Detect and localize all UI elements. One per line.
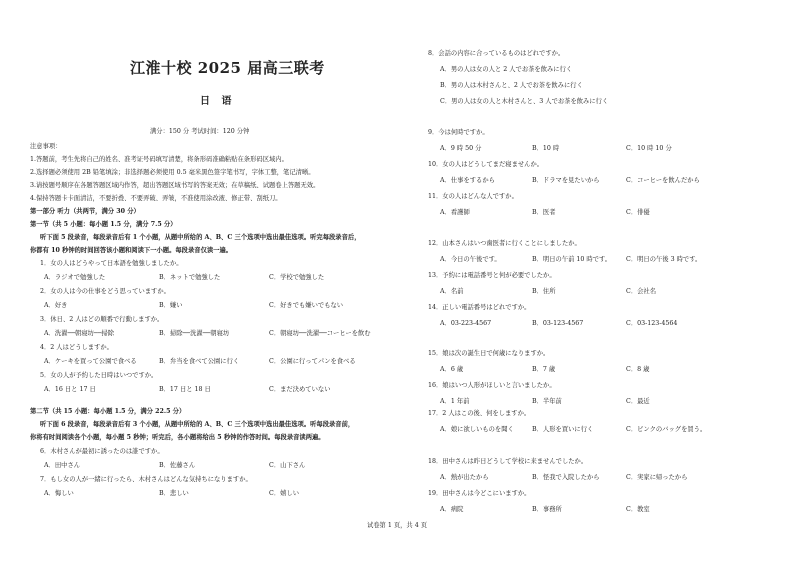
option-b: B．03-123-4567	[532, 320, 584, 327]
question-17: 17．2 人はこの後、何をしますか。	[428, 410, 531, 417]
option-c: C．8 歳	[626, 366, 650, 373]
option-a: A．6 歳	[440, 366, 464, 373]
option-a: A．娘に欲しいものを聞く	[440, 426, 514, 433]
option-b: B．半年前	[532, 398, 562, 405]
option-b: B．医者	[532, 209, 556, 216]
note-item: 4.保持答题卡卡面清洁，不要折叠、不要弄破、弄皱，不准使用涂改液、修正带、刮纸刀。	[30, 195, 282, 202]
option-b: B．嫌い	[159, 302, 183, 309]
section1-heading: 第一节（共 5 小题：每小题 1.5 分，满分 7.5 分）	[30, 221, 177, 228]
notes-heading: 注意事项：	[30, 143, 62, 150]
option-a: A．ラジオで勉強した	[44, 274, 106, 281]
option-c: C．03-123-4564	[626, 320, 678, 327]
note-item: 3.请按题号顺序在各题答题区域内作答，超出答题区域书写的答案无效；在草稿纸、试题卷上答题无效。	[30, 182, 320, 189]
option-b: B．住所	[532, 288, 556, 295]
question-13: 13．予約には電話番号と何が必要でしたか。	[428, 272, 556, 279]
option-a: A．16 日と 17 日	[44, 386, 96, 393]
question-19: 19．田中さんは今どこにいますか。	[428, 490, 531, 497]
option-b: B．明日の午前 10 時です。	[532, 256, 612, 263]
option-b: B．掃除──洗濯──朝寝坊	[159, 330, 230, 337]
option-b: B．ドラマを見たいから	[532, 177, 600, 184]
option-c: C．コーヒーを飲んだから	[626, 177, 700, 184]
question-4: 4．2 人はどうしますか。	[40, 344, 113, 351]
option-c: C．朝寝坊──洗濯──コーヒーを飲む	[269, 330, 371, 337]
section2-heading: 第二节（共 15 小题：每小题 1.5 分，满分 22.5 分）	[30, 408, 186, 415]
option-a: A．悔しい	[44, 490, 74, 497]
question-15: 15．娘は次の誕生日で何歳になりますか。	[428, 350, 550, 357]
question-3: 3．休日、2 人はどの順番で行動しますか。	[40, 316, 164, 323]
section2-instruction: 你将有时间阅读各个小题，每小题 5 秒钟；听完后，各小题将给出 5 秒钟的作答时间。每段录音读两遍。	[30, 434, 325, 441]
question-7: 7．もし女の人が一緒に行ったら、木村さんはどんな気持ちになりますか。	[40, 476, 252, 483]
option-c: C．男の人は女の人と木村さんと、3 人でお茶を飲みに行く	[440, 98, 609, 105]
option-c: C．嬉しい	[269, 490, 300, 497]
option-c: C．学校で勉強した	[269, 274, 325, 281]
exam-title: 江淮十校 2025 届高三联考	[130, 59, 325, 77]
option-b: B．10 時	[532, 145, 560, 152]
option-a: A．ケーキを買って公園で食べる	[44, 358, 137, 365]
option-b: B．人形を買いに行く	[532, 426, 594, 433]
option-a: A．熱が出たから	[440, 474, 489, 481]
option-a: A．今日の午後です。	[440, 256, 501, 263]
option-c: C．好きでも嫌いでもない	[269, 302, 344, 309]
option-c: C．公園に行ってパンを食べる	[269, 358, 356, 365]
question-16: 16．娘はいつ人形がほしいと言いましたか。	[428, 382, 556, 389]
option-a: A．病院	[440, 506, 464, 513]
option-a: A．好き	[44, 302, 68, 309]
question-6: 6．木村さんが最初に誘ったのは誰ですか。	[40, 448, 164, 455]
option-b: B．怪我で入院したから	[532, 474, 600, 481]
option-c: C．10 時 10 分	[626, 145, 672, 152]
note-item: 1.答题前，考生先将自己的姓名、准考证号码填写清楚，将条形码准确粘贴在条形码区域内。	[30, 156, 288, 163]
question-11: 11．女の人はどんな人ですか。	[428, 193, 518, 200]
option-b: B．悲しい	[159, 490, 189, 497]
score-time: 满分：150 分 考试时间：120 分钟	[150, 128, 250, 135]
option-a: A．名前	[440, 288, 464, 295]
option-a: A．1 年前	[440, 398, 470, 405]
option-a: A．田中さん	[44, 462, 81, 469]
question-14: 14．正しい電話番号はどれですか。	[428, 304, 531, 311]
option-a: A．男の人は女の人と 2 人でお茶を飲みに行く	[440, 66, 573, 73]
section1-instruction: 你都有 10 秒钟的时间回答该小题和阅读下一小题。每段录音仅读一遍。	[30, 247, 233, 254]
question-8: 8．会話の内容に合っているものはどれですか。	[428, 50, 565, 57]
option-c: C．まだ決めていない	[269, 386, 331, 393]
question-10: 10．女の人はどうしてまだ寝ませんか。	[428, 161, 544, 168]
option-c: C．最近	[626, 398, 650, 405]
note-item: 2.选择题必须使用 2B 铅笔填涂；非选择题必须使用 0.5 毫米黑色签字笔书写，字体工整，笔记清晰。	[30, 169, 315, 176]
section2-instruction: 听下面 6 段录音，每段录音后有 3 个小题，从题中所给的 A、B、C 三个选项中选出最佳选项。听每段录音前，	[40, 421, 355, 428]
option-b: B．弁当を食べて公園に行く	[159, 358, 240, 365]
option-a: A．9 時 50 分	[440, 145, 482, 152]
question-12: 12．山本さんはいつ歯医者に行くことにしましたか。	[428, 240, 581, 247]
option-a: A．03-223-4567	[440, 320, 492, 327]
question-2: 2．女の人は今の仕事をどう思っていますか。	[40, 288, 170, 295]
page-footer: 试卷第 1 页，共 4 页	[366, 522, 428, 529]
option-b: B．男の人は木村さんと、2 人でお茶を飲みに行く	[440, 82, 583, 89]
option-b: B．事務所	[532, 506, 562, 513]
option-c: C．教室	[626, 506, 650, 513]
question-5: 5．女の人が予約した日時はいつですか。	[40, 372, 158, 379]
option-a: A．仕事をするから	[440, 177, 495, 184]
option-c: C．実家に帰ったから	[626, 474, 688, 481]
option-a: A．洗濯──朝寝坊──掃除	[44, 330, 115, 337]
section1-instruction: 听下面 5 段录音，每段录音后有 1 个小题，从题中所给的 A、B、C 三个选项中选出最佳选项。听完每段录音后，	[40, 234, 361, 241]
option-c: C．会社名	[626, 288, 657, 295]
option-b: B．ネットで勉強した	[159, 274, 221, 281]
option-c: C．ピンクのバッグを買う。	[626, 426, 707, 433]
option-c: C．俳優	[626, 209, 650, 216]
option-c: C．山下さん	[269, 462, 306, 469]
question-1: 1．女の人はどうやって日本語を勉強しましたか。	[40, 260, 183, 267]
question-18: 18．田中さんは昨日どうして学校に来ませんでしたか。	[428, 458, 588, 465]
option-b: B．17 日と 18 日	[159, 386, 211, 393]
subject-title: 日 语	[200, 96, 236, 107]
option-b: B．7 歳	[532, 366, 556, 373]
option-b: B．佐藤さん	[159, 462, 196, 469]
option-c: C．明日の午後 3 時です。	[626, 256, 702, 263]
option-a: A．看護師	[440, 209, 470, 216]
part1-heading: 第一部分 听力（共两节，满分 30 分）	[30, 208, 140, 215]
question-9: 9．今は何時ですか。	[428, 129, 489, 136]
